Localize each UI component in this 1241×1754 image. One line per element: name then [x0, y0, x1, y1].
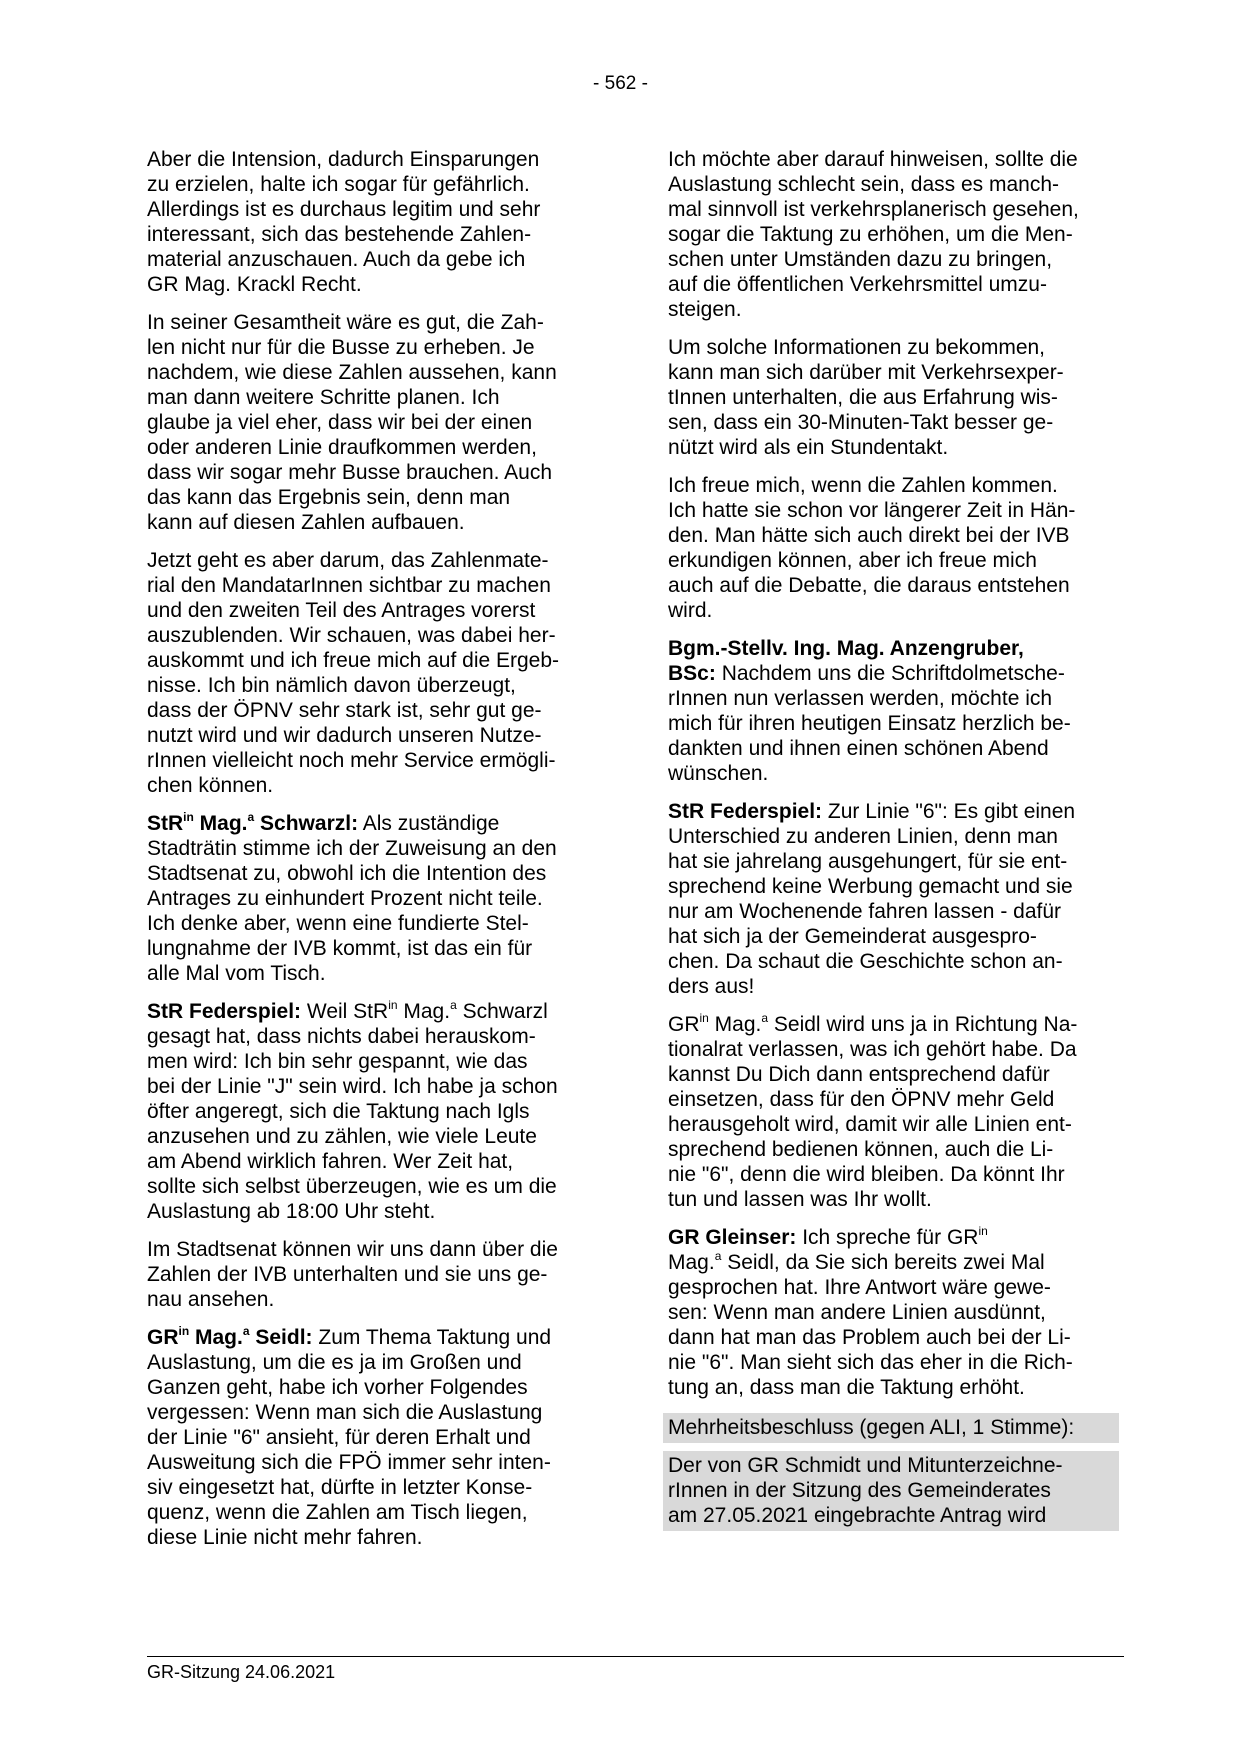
speaker-name: StR$^{in}$ Mag.$^a$ Schwarzl:	[147, 810, 359, 835]
paragraph: Jetzt geht es aber darum, das Zahlenmate- rial den MandatarInnen sichtbar zu machen und den zweiten Teil des Antrages vorerst auszublenden. Wir schauen, was dabei her- auskommt und ich freue mich auf die Ergeb- nisse. Ich bin nämlich davon überzeugt, dass der ÖPNV sehr stark ist, sehr gut ge- nutzt wird und wir dadurch unseren Nutze- rInnen vielleicht noch mehr Service ermögli- chen können.	[147, 549, 560, 797]
page-number: - 562 -	[593, 73, 648, 94]
footer-session-date: GR-Sitzung 24.06.2021	[147, 1662, 336, 1682]
paragraph: Aber die Intension, dadurch Einsparungen zu erzielen, halte ich sogar für gefährlich. Allerdings ist es durchaus legitim und sehr interessant, sich das bestehende Zahlen- material anzuschauen. Auch da gebe ich GR Mag. Krackl Recht.	[147, 148, 541, 296]
speaker-name: Bgm.-Stellv. Ing. Mag. Anzengruber,	[668, 637, 1024, 660]
paragraph: Um solche Informationen zu bekommen, kann man sich darüber mit Verkehrsexper- tInnen unterhalten, die aus Erfahrung wis- sen, dass ein 30-Minuten-Takt besser ge- nützt wird als ein Stundentakt.	[668, 336, 1064, 459]
speech-anzengruber: Bgm.-Stellv. Ing. Mag. Anzengruber, BSc: Nachdem uns die Schriftdolmetsche- rInnen nun verlassen werden, möchte ich mich für ihren heutigen Einsatz herzlich be- dankten und ihnen einen schönen Abend wünschen.	[668, 636, 1124, 786]
speech-federspiel: StR Federspiel: Zur Linie "6": Es gibt einen Unterschied zu anderen Linien, denn man hat sie jahrelang ausgehungert, für sie ent- sprechend keine Werbung gemacht und sie nur am Wochenende fahren lassen - dafür hat sich ja der Gemeinderat ausgespro- chen. Da schaut die Geschichte schon an- ders aus!	[668, 800, 1076, 998]
speaker-name: StR Federspiel:	[147, 1000, 302, 1023]
paragraph: In seiner Gesamtheit wäre es gut, die Zah- len nicht nur für die Busse zu erheben. Je nachdem, wie diese Zahlen aussehen, kann man dann weitere Schritte planen. Ich glaube ja viel eher, dass wir bei der einen oder anderen Linie draufkommen werden, dass wir sogar mehr Busse brauchen. Auch das kann das Ergebnis sein, denn man kann auf diesen Zahlen aufbauen.	[147, 311, 557, 534]
speaker-name: GR Gleinser:	[668, 1226, 797, 1249]
paragraph: Im Stadtsenat können wir uns dann über die Zahlen der IVB unterhalten und sie uns ge- nau ansehen.	[147, 1238, 558, 1311]
speech-seidl: $GR^{in}$ Mag.$^a$ Seidl: Zum Thema Taktung und Auslastung, um die es ja im Großen und Ganzen geht, habe ich vorher Folgendes vergessen: Wenn man sich die Auslastung der Linie "6" ansieht, für deren Erhalt und Ausweitung sich die FPÖ immer sehr inten- siv eingesetzt hat, dürfte in letzter Konse- quenz, wenn die Zahlen am Tisch liegen, diese Linie nicht mehr fahren.	[147, 1324, 552, 1549]
paragraph: Ich möchte aber darauf hinweisen, sollte die Auslastung schlecht sein, dass es manch- mal sinnvoll ist verkehrsplanerisch gesehen, sogar die Taktung zu erhöhen, um die Men- schen unter Umständen dazu zu bringen, auf die öffentlichen Verkehrsmittel umzu- steigen.	[668, 148, 1079, 321]
right-column	[668, 147, 1124, 1531]
speech-gleinser: GR Gleinser: Ich spreche für $GR^{in}$ Mag.$^a$ Seidl, da Sie sich bereits zwei Mal gesprochen hat. Ihre Antwort wäre gewe- sen: Wenn man andere Linien ausdünnt, dann hat man das Problem auch bei der Li- nie "6". Man sieht sich das eher in die Rich- tung an, dass man die Taktung erhöht.	[668, 1224, 1073, 1399]
paragraph: Ich freue mich, wenn die Zahlen kommen. Ich hatte sie schon vor längerer Zeit in Hän- den. Man hätte sich auch direkt bei der IVB erkundigen können, aber ich freue mich auch auf die Debatte, die daraus entstehen wird.	[668, 474, 1076, 622]
speaker-name: BSc:	[668, 662, 716, 685]
speech-schwarzl: StR$^{in}$ Mag.$^a$ Schwarzl: Als zuständige Stadträtin stimme ich der Zuweisung an den Stadtsenat zu, obwohl ich die Intention des Antrages zu einhundert Prozent nicht teile. Ich denke aber, wenn eine fundierte Stel- lungnahme der IVB kommt, ist das ein für alle Mal vom Tisch.	[147, 810, 557, 985]
footer-divider	[147, 1656, 1124, 1657]
speaker-name: $GR^{in}$ Mag.$^a$ Seidl:	[147, 1324, 313, 1349]
resolution-text: Der von GR Schmidt und Mitunterzeichne- rInnen in der Sitzung des Gemeinderates am 27.05.2021 eingebrachte Antrag wird	[663, 1451, 1119, 1531]
speech-federspiel: StR Federspiel: Weil StR$^{in}$ Mag.$^a$ Schwarzl gesagt hat, dass nichts dabei herauskom- men wird: Ich bin sehr gespannt, wie das bei der Linie "J" sein wird. Ich habe ja schon öfter angeregt, sich die Taktung nach Igls anzusehen und zu zählen, wie viele Leute am Abend wirklich fahren. Wer Zeit hat, sollte sich selbst überzeugen, wie es um die Auslastung ab 18:00 Uhr steht.	[147, 998, 558, 1223]
resolution-label: Mehrheitsbeschluss (gegen ALI, 1 Stimme):	[663, 1413, 1119, 1443]
paragraph: $GR^{in}$ Mag.$^a$ Seidl wird uns ja in Richtung Na- tionalrat verlassen, was ich gehört habe. Da kannst Du Dich dann entsprechend dafür einsetzen, dass für den ÖPNV mehr Geld herausgeholt wird, damit wir alle Linien ent- sprechend bedienen können, auch die Li- nie "6", denn die wird bleiben. Da könnt Ihr tun und lassen was Ihr wollt.	[668, 1011, 1078, 1211]
left-column	[147, 147, 603, 1563]
speaker-name: StR Federspiel:	[668, 800, 823, 823]
